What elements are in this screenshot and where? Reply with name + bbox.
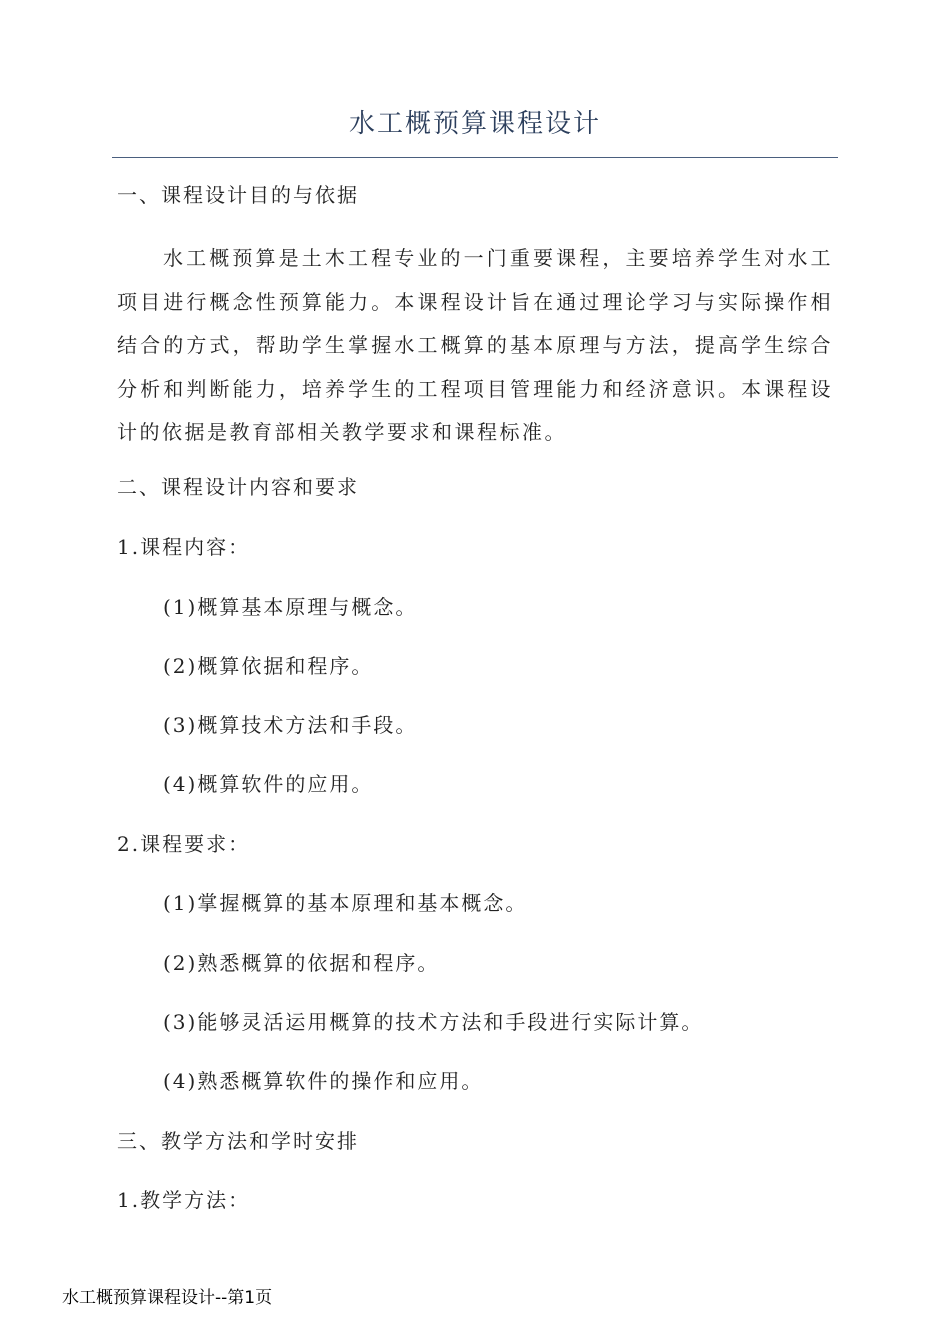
list-item: (2)概算依据和程序。 <box>163 654 374 678</box>
section-heading-content: 二、课程设计内容和要求 <box>117 475 359 499</box>
subheading-teaching-methods: 1.教学方法： <box>117 1188 251 1212</box>
list-item: (1)概算基本原理与概念。 <box>163 595 418 619</box>
list-item: (1)掌握概算的基本原理和基本概念。 <box>163 891 528 915</box>
section-heading-purpose: 一、课程设计目的与依据 <box>117 183 359 207</box>
list-item: (3)概算技术方法和手段。 <box>163 713 418 737</box>
page-footer: 水工概预算课程设计--第1页 <box>62 1288 273 1308</box>
purpose-paragraph: 水工概预算是土木工程专业的一门重要课程，主要培养学生对水工项目进行概念性预算能力。本课程设计旨在通过理论学习与实际操作相结合的方式，帮助学生掌握水工概算的基本原理与方法，提高学生综合分析和判断能力，培养学生的工程项目管理能力和经济意识。本课程设计的依据是教育部相关教学要求和课程标准。 <box>117 246 833 444</box>
subheading-course-content: 1.课程内容： <box>117 535 251 559</box>
list-item: (4)概算软件的应用。 <box>163 772 374 796</box>
title-divider <box>112 157 838 158</box>
section-heading-teaching: 三、教学方法和学时安排 <box>117 1129 359 1153</box>
list-item: (2)熟悉概算的依据和程序。 <box>163 951 440 975</box>
list-item: (3)能够灵活运用概算的技术方法和手段进行实际计算。 <box>163 1010 704 1034</box>
page-title: 水工概预算课程设计 <box>348 109 601 139</box>
list-item: (4)熟悉概算软件的操作和应用。 <box>163 1069 484 1093</box>
subheading-course-requirements: 2.课程要求： <box>117 832 251 856</box>
